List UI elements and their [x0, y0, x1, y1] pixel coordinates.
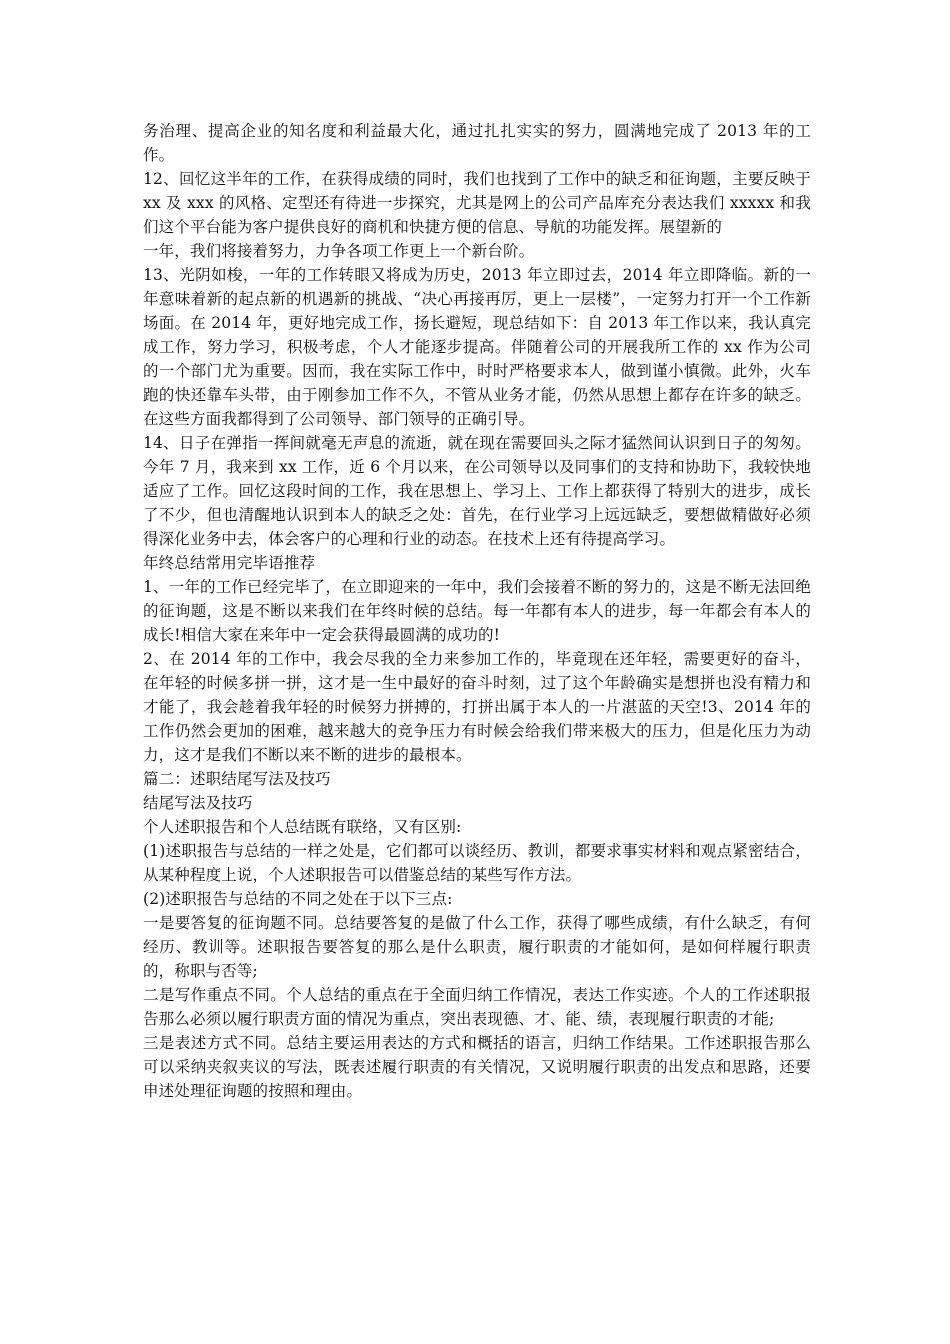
paragraph: 个人述职报告和个人总结既有联络，又有区别:: [143, 818, 462, 836]
paragraph: 1、一年的工作已经完毕了，在立即迎来的一年中，我们会接着不断的努力的，这是不断无法回绝的征询题，这是不断以来我们在年终时候的总结。每一年都有本人的进步，每一年都会有本人的成长!相信大家在来年中一定会获得最圆满的成功的!: [143, 578, 811, 644]
paragraph: 一年，我们将接着努力，力争各项工作更上一个新台阶。: [143, 242, 535, 260]
paragraph: 14、日子在弹指一挥间就毫无声息的流逝，就在现在需要回头之际才猛然间认识到日子的匆匆。今年 7 月，我来到 xx 工作，近 6 个月以来，在公司领导以及同事们的支持和协助下，我较快地适应了工作。回忆这段时间的工作，我在思想上、学习上、工作上都获得了特别大的进步，成长了不少，但也清醒地认识到本人的缺乏之处：首先，在行业学习上远远缺乏，要想做精做好必须得深化业务中去，体会客户的心理和行业的动态。在技术上还有待提高学习。: [143, 434, 811, 548]
paragraph: 三是表述方式不同。总结主要运用表达的方式和概括的语言，归纳工作结果。工作述职报告那么可以采纳夹叙夹议的写法，既表述履行职责的有关情况，又说明履行职责的出发点和思路，还要申述处理征询题的按照和理由。: [143, 1034, 811, 1100]
section-heading: 年终总结常用完毕语推荐: [143, 554, 316, 572]
paragraph: 13、光阴如梭，一年的工作转眼又将成为历史，2013 年立即过去，2014 年立即降临。新的一年意味着新的起点新的机遇新的挑战、“决心再接再厉，更上一层楼”，一定努力打开一个工作新场面。在 2014 年，更好地完成工作，扬长避短，现总结如下：自 2013 年工作以来，我认真完成工作，努力学习，积极考虑，个人才能逐步提高。伴随着公司的开展我所工作的 xx 作为公司的一个部门尤为重要。因而，我在实际工作中，时时严格要求本人，做到谨小慎微。此外，火车跑的快还靠车头带，由于刚参加工作不久，不管从业务才能，仍然从思想上都存在许多的缺乏。在这些方面我都得到了公司领导、部门领导的正确引导。: [143, 266, 811, 428]
paragraph: 12、回忆这半年的工作，在获得成绩的同时，我们也找到了工作中的缺乏和征询题，主要反映于 xx 及 xxx 的风格、定型还有待进一步探究，尤其是网上的公司产品库充分表达我们 xxxxx 和我们这个平台能为客户提供良好的商机和快捷方便的信息、导航的功能发挥。展望新的: [143, 170, 811, 236]
paragraph: 务治理、提高企业的知名度和利益最大化，通过扎扎实实的努力，圆满地完成了 2013 年的工作。: [143, 122, 811, 164]
paragraph: (2)述职报告与总结的不同之处在于以下三点:: [143, 890, 453, 908]
paragraph: 一是要答复的征询题不同。总结要答复的是做了什么工作，获得了哪些成绩，有什么缺乏，有何经历、教训等。述职报告要答复的那么是什么职责，履行职责的才能如何，是如何样履行职责的，称职与否等;: [143, 914, 811, 980]
paragraph: 2、在 2014 年的工作中，我会尽我的全力来参加工作的，毕竟现在还年轻，需要更好的奋斗，在年轻的时候多拼一拼，这才是一生中最好的奋斗时刻，过了这个年龄确实是想拼也没有精力和才能了，我会趁着我年轻的时候努力拼搏的，打拼出属于本人的一片湛蓝的天空!3、2014 年的工作仍然会更加的困难，越来越大的竞争压力有时候会给我们带来极大的压力，但是化压力为动力，这才是我们不断以来不断的进步的最根本。: [143, 650, 811, 764]
paragraph: (1)述职报告与总结的一样之处是，它们都可以谈经历、教训，都要求事实材料和观点紧密结合，从某种程度上说，个人述职报告可以借鉴总结的某些写作方法。: [143, 842, 811, 884]
document-body: [143, 119, 811, 1103]
paragraph: 二是写作重点不同。个人总结的重点在于全面归纳工作情况，表达工作实迹。个人的工作述职报告那么必须以履行职责方面的情况为重点，突出表现德、才、能、绩，表现履行职责的才能;: [143, 986, 811, 1028]
section-heading: 结尾写法及技巧: [143, 794, 253, 812]
section-heading: 篇二：述职结尾写法及技巧: [143, 770, 331, 788]
